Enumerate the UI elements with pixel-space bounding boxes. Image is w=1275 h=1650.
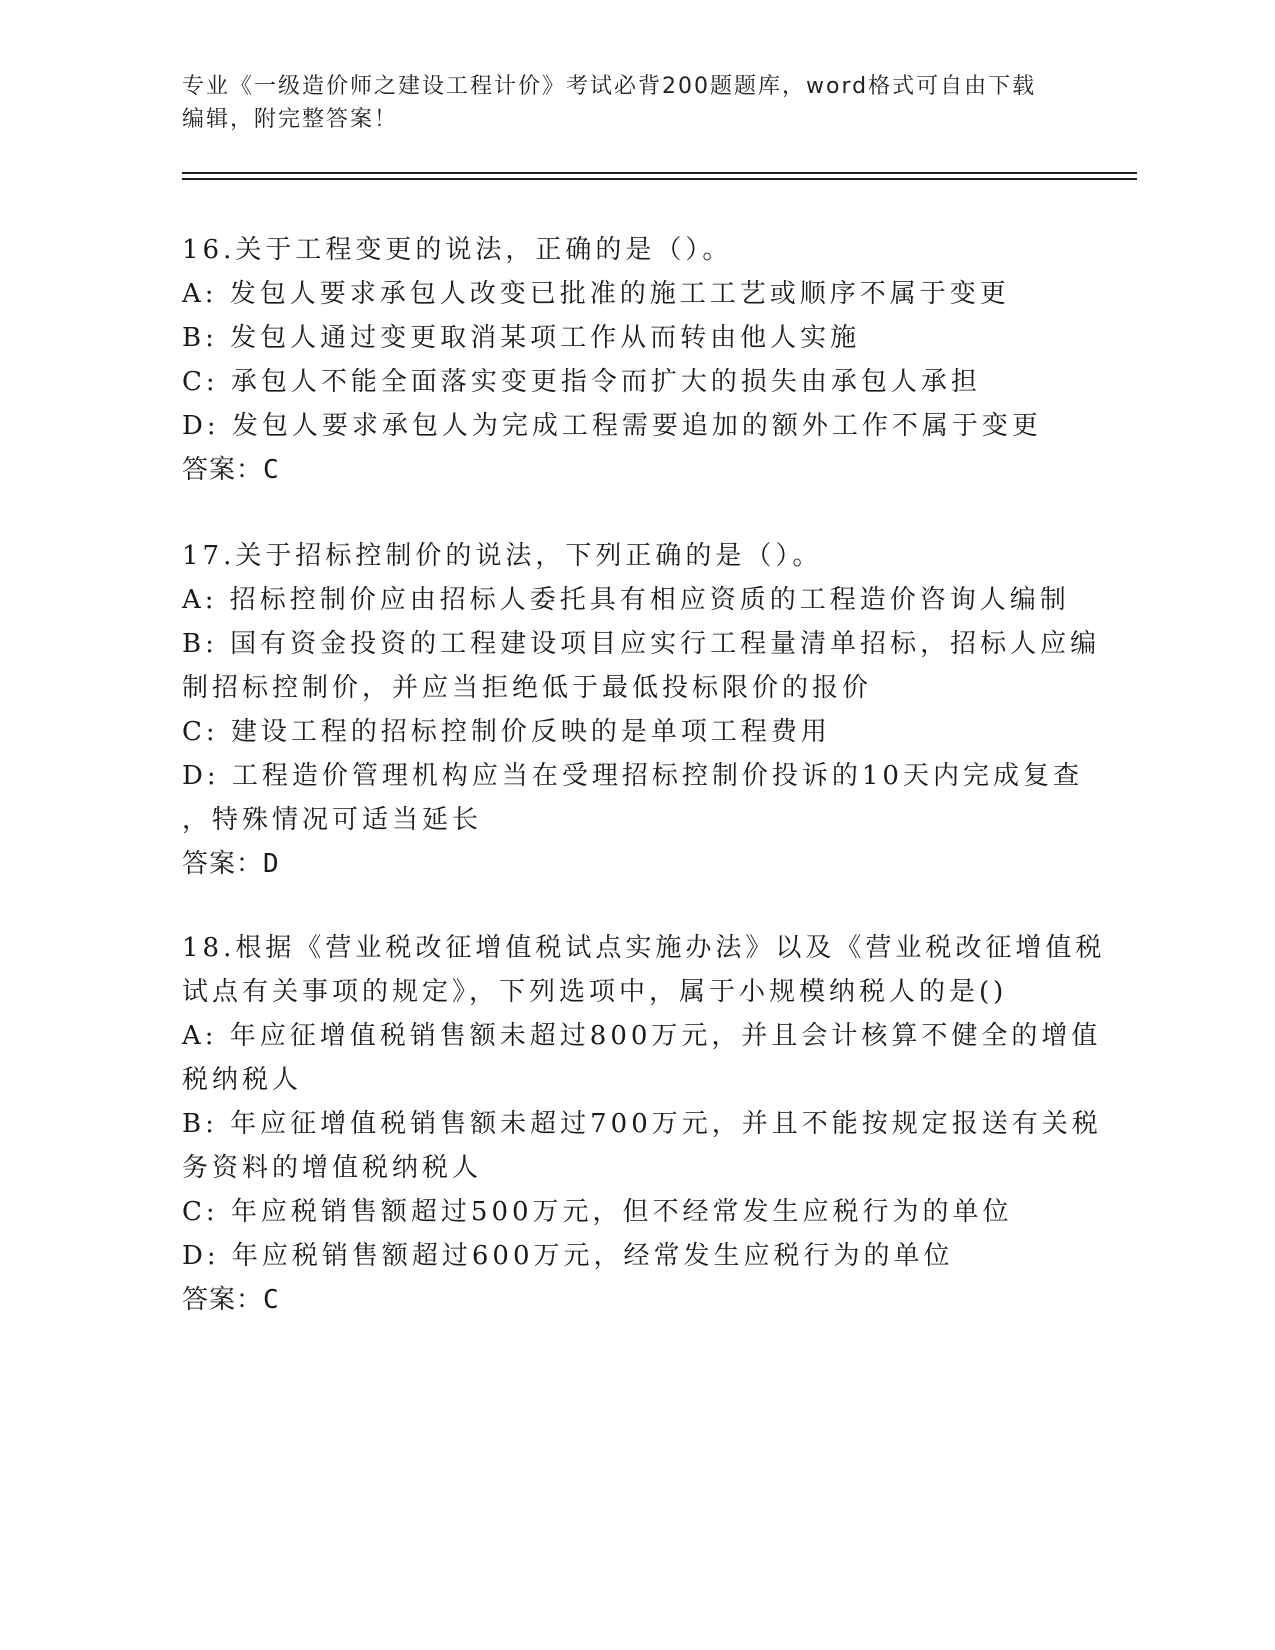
question-16 xyxy=(182,228,1062,492)
answer-label: 答案： xyxy=(182,849,264,879)
answer-value: D xyxy=(263,849,280,879)
answer-value: C xyxy=(263,455,280,485)
question-18 xyxy=(182,926,1106,1322)
header-divider-top xyxy=(182,172,1137,174)
question-stem: 16.关于工程变更的说法，正确的是（）。 xyxy=(182,235,733,265)
option-d: D: 年应税销售额超过600万元，经常发生应税行为的单位 xyxy=(182,1241,954,1271)
option-a: A: 发包人要求承包人改变已批准的施工工艺或顺序不属于变更 xyxy=(182,279,1010,309)
option-c: C: 年应税销售额超过500万元，但不经常发生应税行为的单位 xyxy=(182,1197,1013,1227)
answer-line xyxy=(182,448,1062,492)
question-17 xyxy=(182,534,1101,886)
option-b: B: 年应征增值税销售额未超过700万元，并且不能按规定报送有关税 xyxy=(182,1109,1102,1139)
option-c: C: 承包人不能全面落实变更指令而扩大的损失由承包人承担 xyxy=(182,367,981,397)
option-d: D: 工程造价管理机构应当在受理招标控制价投诉的10天内完成复查 xyxy=(182,761,1083,791)
option-b: B: 发包人通过变更取消某项工作从而转由他人实施 xyxy=(182,323,861,353)
question-stem: 17.关于招标控制价的说法，下列正确的是（）。 xyxy=(182,541,823,571)
option-b: B: 国有资金投资的工程建设项目应实行工程量清单招标，招标人应编 xyxy=(182,629,1101,659)
answer-value: C xyxy=(263,1285,280,1315)
option-a-continued: 税纳税人 xyxy=(182,1065,303,1095)
option-c: C: 建设工程的招标控制价反映的是单项工程费用 xyxy=(182,717,831,747)
header-line-1: 专业《一级造价师之建设工程计价》考试必背200题题库，word格式可自由下载 xyxy=(182,74,1037,99)
option-d-continued: ，特殊情况可适当延长 xyxy=(182,805,483,835)
answer-label: 答案： xyxy=(182,1285,264,1315)
answer-label: 答案： xyxy=(182,455,264,485)
option-b-continued: 务资料的增值税纳税人 xyxy=(182,1153,483,1183)
option-a: A: 招标控制价应由招标人委托具有相应资质的工程造价咨询人编制 xyxy=(182,585,1070,615)
question-stem: 18.根据《营业税改征增值税试点实施办法》以及《营业税改征增值税 xyxy=(182,933,1106,963)
header-divider-bottom xyxy=(182,178,1137,180)
option-a: A: 年应征增值税销售额未超过800万元，并且会计核算不健全的增值 xyxy=(182,1021,1102,1051)
option-d: D: 发包人要求承包人为完成工程需要追加的额外工作不属于变更 xyxy=(182,411,1042,441)
document-header xyxy=(182,70,1062,136)
answer-line xyxy=(182,1278,1062,1322)
question-stem-continued: 试点有关事项的规定》，下列选项中，属于小规模纳税人的是() xyxy=(182,977,1008,1007)
option-b-continued: 制招标控制价，并应当拒绝低于最低投标限价的报价 xyxy=(182,673,873,703)
header-line-2: 编辑，附完整答案！ xyxy=(182,107,399,132)
answer-line xyxy=(182,842,1062,886)
